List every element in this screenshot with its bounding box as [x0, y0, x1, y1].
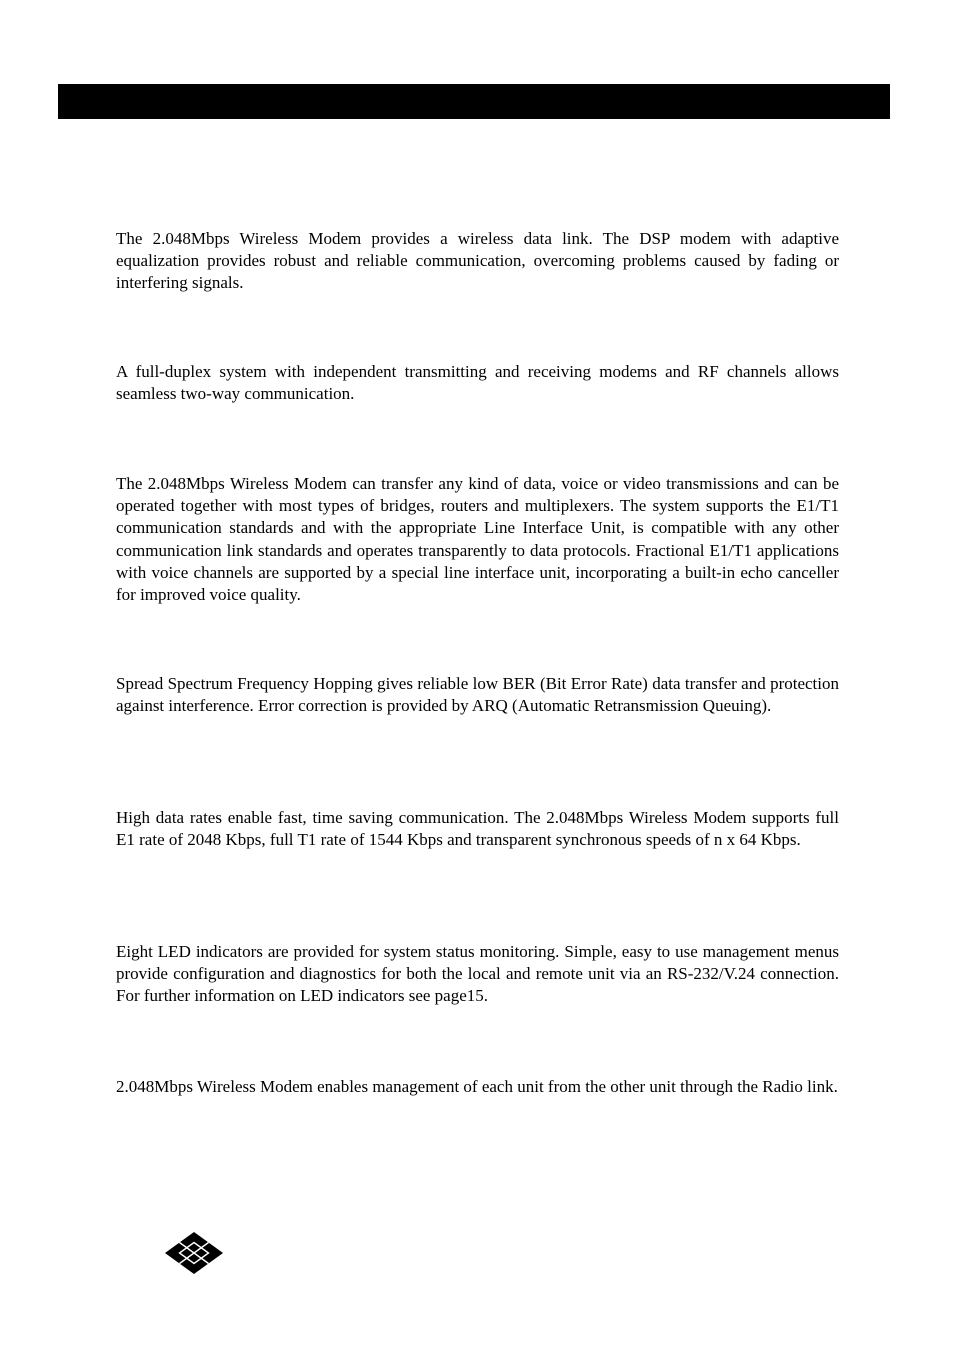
paragraph-data-transfer: The 2.048Mbps Wireless Modem can transfer any kind of data, voice or video transmissions and can be operated together with most types of bridges, routers and multiplexers. The system supports the E1/T1 communication standards and with the appropriate Line Interface Unit, is compatible with any other communication link standards and operates transparently to data protocols. Fractional E1/T1 applications with voice channels are supported by a special line interface unit, incorporating a built-in echo canceller for improved voice quality.	[116, 474, 839, 605]
paragraph-data-rates: High data rates enable fast, time saving communication. The 2.048Mbps Wireless Modem supports full E1 rate of 2048 Kbps, full T1 rate of 1544 Kbps and transparent synchronous speeds of n x 64 Kbps.	[116, 808, 839, 850]
header-bar	[58, 84, 890, 119]
paragraph-full-duplex: A full-duplex system with independent transmitting and receiving modems and RF channels allows seamless two-way communication.	[116, 362, 839, 404]
paragraph-remote-management: 2.048Mbps Wireless Modem enables management of each unit from the other unit through the Radio link.	[116, 1077, 838, 1096]
black-box-diamond-logo-icon	[165, 1232, 223, 1274]
paragraph-spread-spectrum: Spread Spectrum Frequency Hopping gives reliable low BER (Bit Error Rate) data transfer and protection against interference. Error correction is provided by ARQ (Automatic Retransmission Queuing).	[116, 674, 839, 716]
paragraph-wireless-link: The 2.048Mbps Wireless Modem provides a wireless data link. The DSP modem with adaptive equalization provides robust and reliable communication, overcoming problems caused by fading or interfering signals.	[116, 229, 839, 293]
paragraph-led-indicators: Eight LED indicators are provided for system status monitoring. Simple, easy to use management menus provide configuration and diagnostics for both the local and remote unit via an RS-232/V.24 connection. For further information on LED indicators see page15.	[116, 942, 839, 1006]
